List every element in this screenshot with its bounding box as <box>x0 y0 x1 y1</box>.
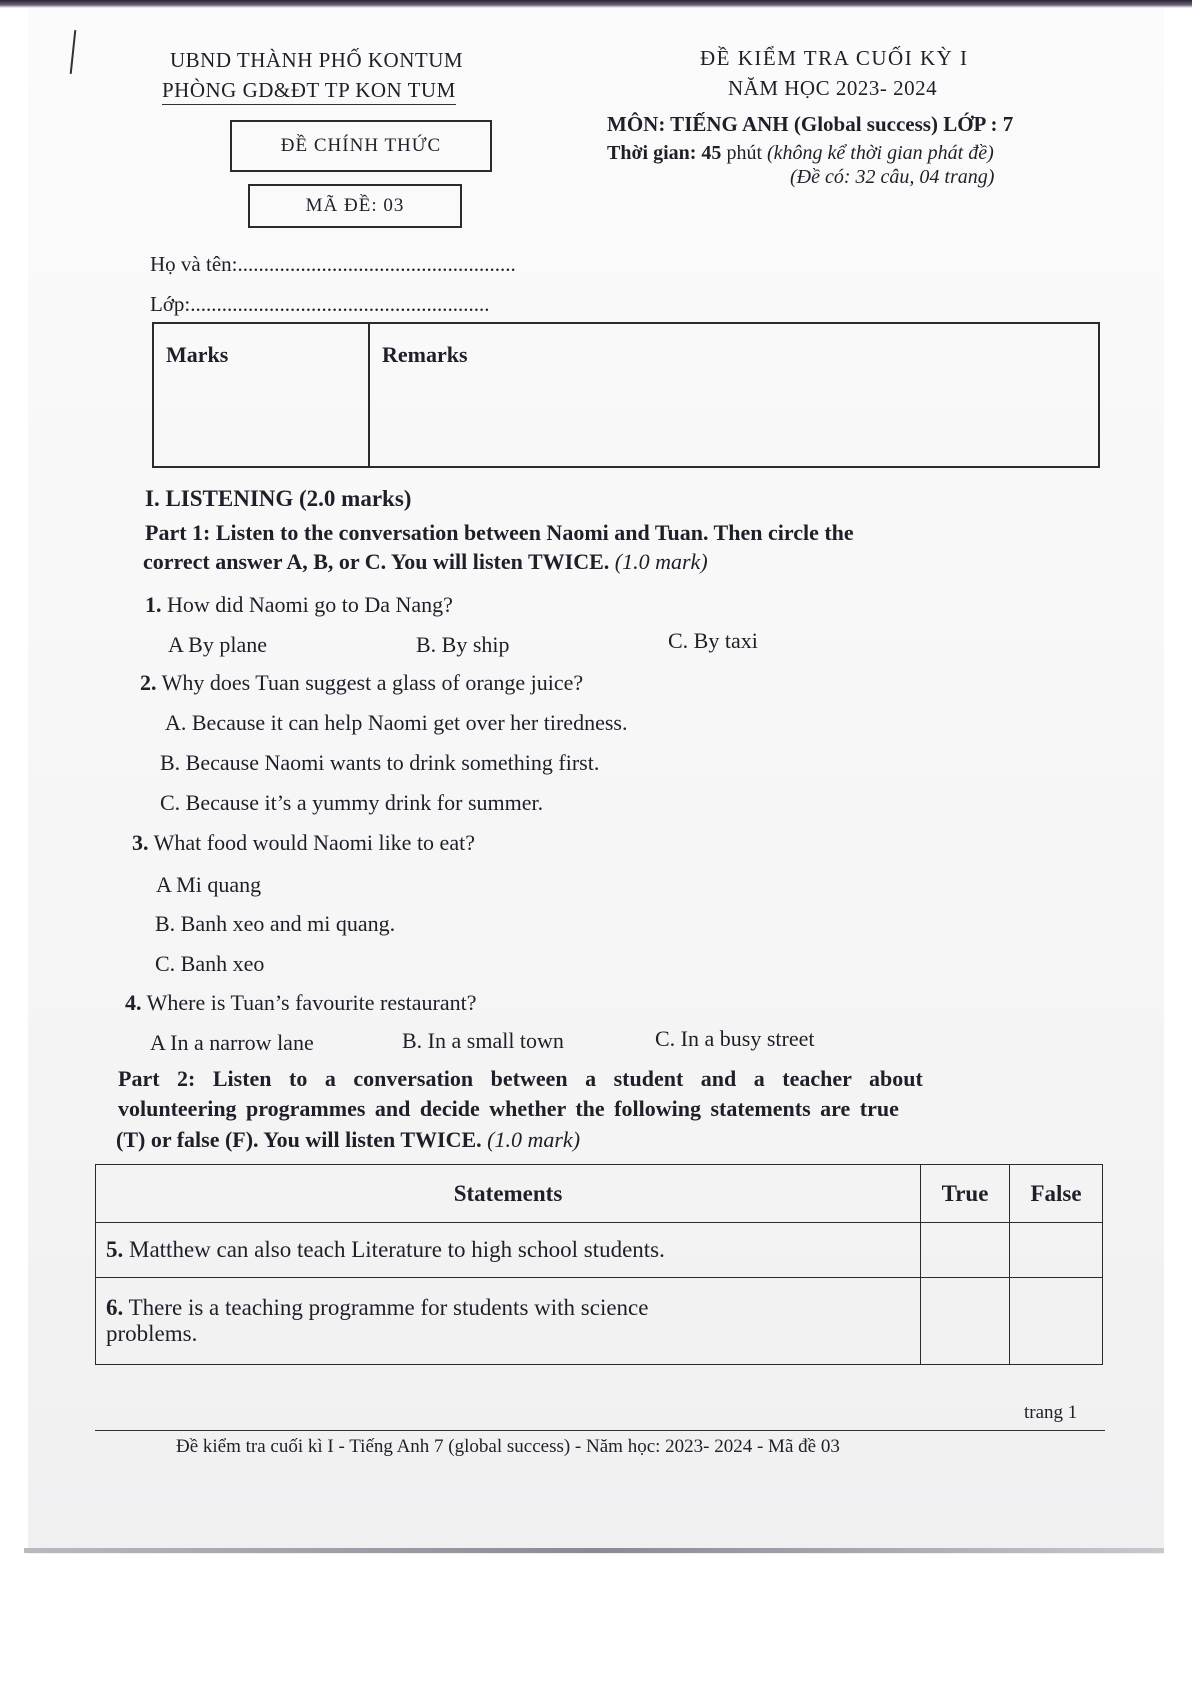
footer-text: Đề kiểm tra cuối kì I - Tiếng Anh 7 (global success) - Năm học: 2023- 2024 - Mã đề 03 <box>176 1436 840 1457</box>
part2-instruction-line1: Part 2: Listen to a conversation between a student and a teacher about <box>118 1066 923 1091</box>
question-number: 3. <box>132 830 149 855</box>
part2-instruction-text: (T) or false (F). You will listen TWICE. <box>116 1127 482 1152</box>
header-left-line2: PHÒNG GD&ĐT TP KON TUM <box>162 78 456 105</box>
part1-instruction-text: correct answer A, B, or C. You will listen TWICE. <box>143 549 610 574</box>
q2-option-c[interactable]: C. Because it’s a yummy drink for summer. <box>160 790 544 815</box>
page-number: trang 1 <box>1024 1402 1078 1423</box>
table-row <box>96 1223 1103 1278</box>
q3-option-a[interactable]: A Mi quang <box>156 872 262 897</box>
q1-option-a[interactable]: A By plane <box>168 632 267 657</box>
statement-text: Matthew can also teach Literature to high school students. <box>129 1237 665 1262</box>
q3-option-c[interactable]: C. Banh xeo <box>155 951 265 976</box>
part2-instruction-line3 <box>116 1127 580 1153</box>
header-left-line1: UBND THÀNH PHỐ KONTUM <box>170 48 464 72</box>
question-text: Why does Tuan suggest a glass of orange juice? <box>161 670 584 695</box>
question-text: Where is Tuan’s favourite restaurant? <box>146 990 477 1015</box>
part1-mark: (1.0 mark) <box>614 549 708 574</box>
table-row <box>96 1278 1103 1365</box>
question-number: 4. <box>125 990 142 1015</box>
question-4 <box>125 990 477 1016</box>
statement-text-line1: There is a teaching programme for students with science <box>128 1295 649 1320</box>
false-header: False <box>1010 1165 1103 1223</box>
statement-5 <box>96 1223 921 1278</box>
part2-instruction-line2: volunteering programmes and decide whether the following statements are true <box>118 1096 899 1121</box>
pages-note: (Đề có: 32 câu, 04 trang) <box>790 166 995 188</box>
question-3 <box>132 830 475 856</box>
footer-divider <box>95 1430 1105 1431</box>
page-top-edge <box>0 0 1192 8</box>
q2-option-a[interactable]: A. Because it can help Naomi get over her tiredness. <box>165 710 628 735</box>
paper-bottom-edge <box>24 1548 1164 1553</box>
part1-instruction-line2 <box>143 549 708 575</box>
question-1 <box>145 592 453 618</box>
statement-6 <box>96 1278 921 1365</box>
q4-option-b[interactable]: B. In a small town <box>402 1028 564 1053</box>
subject-line: MÔN: TIẾNG ANH (Global success) LỚP : 7 <box>607 112 1014 136</box>
true-header: True <box>921 1165 1010 1223</box>
marks-table <box>152 322 1100 468</box>
part1-instruction-line1: Part 1: Listen to the conversation between Naomi and Tuan. Then circle the <box>145 520 854 545</box>
section-title: I. LISTENING (2.0 marks) <box>145 486 412 511</box>
statements-table <box>95 1164 1103 1365</box>
false-answer-cell[interactable] <box>1010 1278 1103 1365</box>
question-number: 1. <box>145 592 162 617</box>
question-2 <box>140 670 583 696</box>
time-label: Thời gian: 45 <box>607 142 722 164</box>
time-unit: phút <box>726 142 762 164</box>
time-note: (không kể thời gian phát đề) <box>767 142 994 164</box>
official-box: ĐỀ CHÍNH THỨC <box>230 120 492 172</box>
statement-text-line2: problems. <box>106 1321 198 1346</box>
q1-option-b[interactable]: B. By ship <box>416 632 510 657</box>
q4-option-c[interactable]: C. In a busy street <box>655 1026 815 1051</box>
question-number: 2. <box>140 670 157 695</box>
question-text: What food would Naomi like to eat? <box>153 830 475 855</box>
q2-option-b[interactable]: B. Because Naomi wants to drink something first. <box>160 750 600 775</box>
statement-number: 5. <box>106 1237 124 1262</box>
false-answer-cell[interactable] <box>1010 1223 1103 1278</box>
q4-option-a[interactable]: A In a narrow lane <box>150 1030 314 1055</box>
true-answer-cell[interactable] <box>921 1223 1010 1278</box>
exam-title: ĐỀ KIỂM TRA CUỐI KỲ I <box>700 46 969 70</box>
time-line <box>607 142 994 165</box>
statement-number: 6. <box>106 1295 124 1320</box>
exam-code-box: MÃ ĐỀ: 03 <box>248 184 462 228</box>
question-text: How did Naomi go to Da Nang? <box>167 592 453 617</box>
statements-header: Statements <box>96 1165 921 1223</box>
q1-option-c[interactable]: C. By taxi <box>668 628 758 653</box>
remarks-cell: Remarks <box>369 323 1099 467</box>
q3-option-b[interactable]: B. Banh xeo and mi quang. <box>155 911 396 936</box>
student-class-field[interactable]: Lớp:......................................................... <box>150 292 490 316</box>
part2-mark: (1.0 mark) <box>487 1127 581 1152</box>
school-year: NĂM HỌC 2023- 2024 <box>728 76 938 100</box>
marks-cell: Marks <box>153 323 369 467</box>
true-answer-cell[interactable] <box>921 1278 1010 1365</box>
student-name-field[interactable]: Họ và tên:..................................................... <box>150 252 516 276</box>
